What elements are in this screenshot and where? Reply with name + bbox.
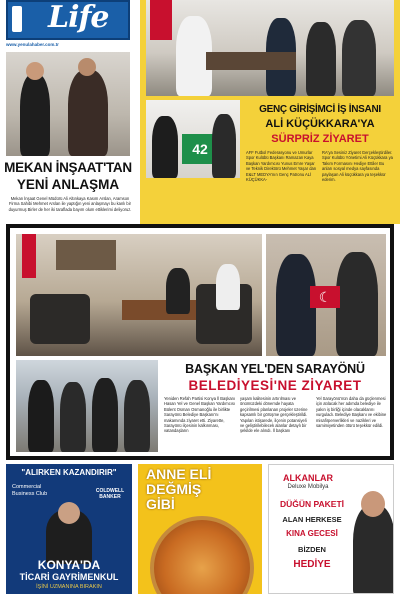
baskan-body-col1: Yeniden Refah Partisi Konya İl Başkanı Hasan Yel ve Genel Başkan Yardımcısı Bülent Osman Osmanoğlu ile birlikte Sarayönü Belediye Başkanı'nı makamında ziyaret etti. Ziyarette, Sarayönü ilçesinin kalkınması, vatandaşların bbox=[164, 396, 236, 434]
ad-alkanlar-line2: ALAN HERKESE bbox=[282, 515, 342, 524]
baskan-body-col3: Yel Sarayönü'nün daha da güçlenmesi için atılacak her adımda belediye ile yakın iş birliği içinde olacaklarını vurguladı. Belediye Başkanı ve ekibine misafirperverlikleri ve nazikleri ve samimiyetinden ötürü teşekkür edildi. bbox=[316, 396, 387, 429]
ad-konya-banner: "ALIRKEN KAZANDIRIR" bbox=[21, 468, 117, 477]
baskan-body-col2: yaşam kalitesinin artırılması ve önümüzdeki dönemde hayata geçirilmesi planlanan projeler üzerine kapsamlı bir görüşme gerçekleştirildi. Yapılan istişarede, ilçenin potansiyeli ve geliştirilebilecek alanlar detaylı bir şekilde ele alındı. İl başkanı bbox=[240, 396, 308, 434]
ad-konya-brand-right: COLDWELL BANKER bbox=[95, 488, 125, 500]
ad-konya-title-1: KONYA'DA bbox=[37, 558, 101, 572]
ad-pizza[interactable] bbox=[138, 464, 262, 594]
baskan-photo-group bbox=[16, 360, 158, 452]
ad-alkanlar-line3: KINA GECESİ bbox=[286, 529, 338, 538]
ali-headline-2: ALİ KÜÇÜKKARA'YA bbox=[265, 118, 375, 130]
ad-alkanlar-line5: HEDİYE bbox=[293, 559, 331, 570]
ad-alkanlar-subbrand: Deluxe Mobilya bbox=[287, 484, 329, 490]
masthead-website[interactable]: www.yenulahaber.com.tr bbox=[6, 42, 59, 47]
ali-photo-main bbox=[146, 0, 394, 96]
mekan-body: Mekan İnşaat Genel Müdürü Ali Altınkaya Kasım Arslan, Aramson Firma Sahibi Mehmet Arslan ile yaptığın yeni anlaşmayı bu kanlı bir duyurmuş Birler de her iki taraflada bayım olum ettiklerimi deliyoruz. bbox=[8, 196, 132, 212]
pizza-image bbox=[150, 516, 254, 594]
ali-photo-jersey: 42 bbox=[146, 100, 240, 178]
logo-mark bbox=[12, 6, 22, 32]
ali-body-col1: AFF Futbol Federasyonu ve Umurlar Spor Kulübü Başkanı Ramazan Kaya Başkan Yardımcısı Yunus Emre Yaşar ve Teknik Direktörü Mehmet Yaşar dan E&LT MEDYA'nın Genç Patronu ALİ KÜÇÜKKA- bbox=[246, 150, 317, 183]
ad-alkanlar-person bbox=[353, 505, 394, 594]
ad-pizza-line2: DEĞMİŞ bbox=[146, 481, 202, 497]
ad-konya-tagline: İŞİNİ UZMANINA BIRAKIN bbox=[36, 584, 102, 590]
ad-pizza-line3: GİBİ bbox=[146, 496, 175, 512]
ad-alkanlar-brand: ALKANLAR bbox=[283, 473, 333, 483]
ad-konya[interactable] bbox=[6, 464, 132, 594]
ad-alkanlar-line1: DÜĞÜN PAKETİ bbox=[279, 499, 345, 509]
mekan-photo bbox=[6, 52, 130, 156]
baskan-headline-2: BELEDİYESİ'NE ZİYARET bbox=[188, 378, 362, 393]
ali-body-col2: RA'ya Sesiniz Ziyaret Gerçekleştirdiler. Spor Kulübü Yönetimi Ali Küçükkara ya Takım Formasını Hediye Ettiler Bu anları sosyal medya sayfasında paylaşan Ali küçükkara ya teşekkür ederim. bbox=[322, 150, 393, 183]
ali-headline-3: SÜRPRİZ ZİYARET bbox=[271, 133, 369, 145]
baskan-photo-gift: ☾ bbox=[266, 234, 386, 356]
ad-alkanlar-line4: BİZDEN bbox=[298, 545, 326, 554]
ad-konya-brand-left: Commercial Business Club bbox=[12, 484, 48, 497]
ad-pizza-line1: ANNE ELİ bbox=[146, 466, 212, 482]
masthead-logo bbox=[6, 0, 130, 40]
mekan-headline-2: YENİ ANLAŞMA bbox=[16, 177, 120, 192]
ad-alkanlar[interactable] bbox=[268, 464, 394, 594]
ali-headline-1: GENÇ GİRİŞİMCİ İŞ İNSANI bbox=[259, 104, 381, 115]
baskan-photo-office bbox=[16, 234, 262, 356]
mekan-headline-1: MEKAN İNŞAAT'TAN bbox=[4, 160, 132, 175]
ad-konya-title-2: TİCARİ GAYRİMENKUL bbox=[19, 572, 119, 582]
logo-text: Life bbox=[48, 0, 109, 35]
baskan-headline-1: BAŞKAN YEL'DEN SARAYÖNÜ bbox=[185, 362, 365, 376]
